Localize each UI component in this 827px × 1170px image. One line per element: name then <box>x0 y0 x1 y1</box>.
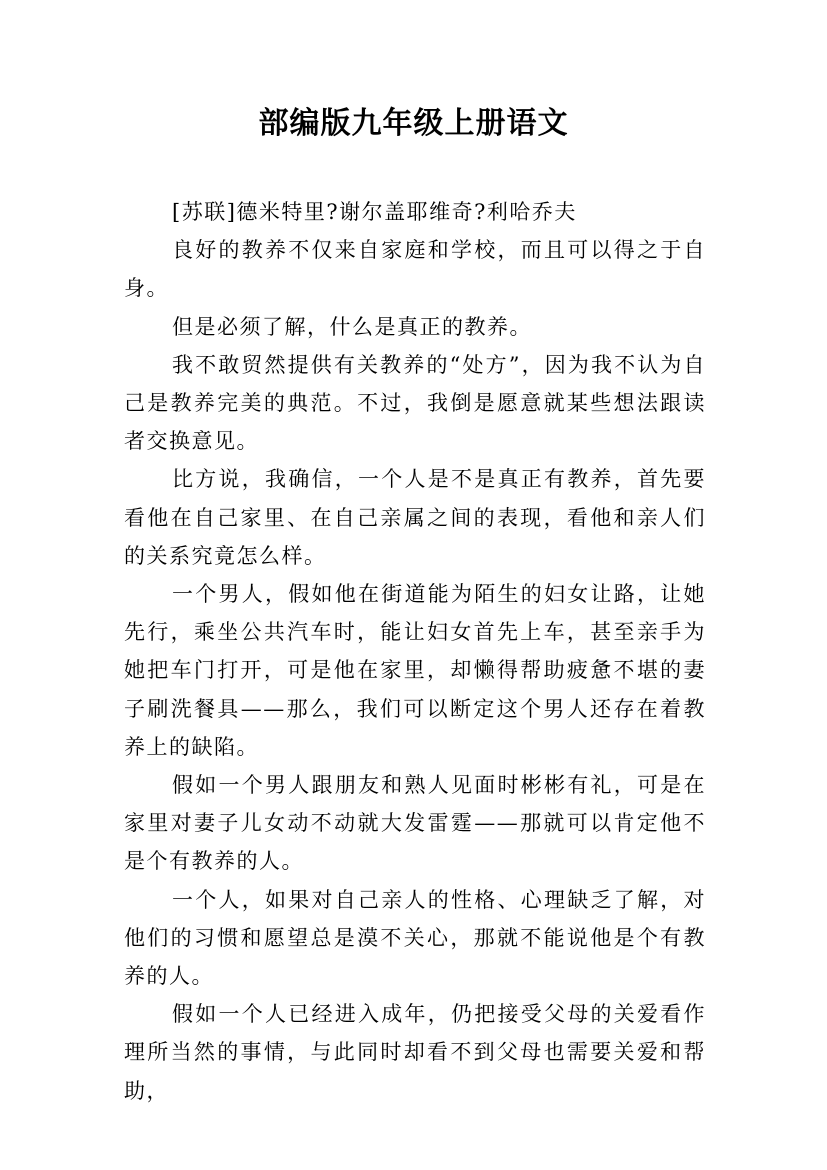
paragraph: 假如一个人已经进入成年，仍把接受父母的关爱看作理所当然的事情，与此同时却看不到父母也需要关爱和帮助， <box>124 1002 706 1103</box>
paragraph: 我不敢贸然提供有关教养的“处方”，因为我不认为自己是教养完美的典范。不过，我倒是愿意就某些想法跟读者交换意见。 <box>124 352 706 454</box>
paragraph: 比方说，我确信，一个人是不是真正有教养，首先要看他在自己家里、在自己亲属之间的表现，看他和亲人们的关系究竟怎么样。 <box>124 467 706 568</box>
paragraph: 一个人，如果对自己亲人的性格、心理缺乏了解，对他们的习惯和愿望总是漠不关心，那就不能说他是个有教养的人。 <box>124 887 706 989</box>
paragraph: 一个男人，假如他在街道能为陌生的妇女让路，让她先行，乘坐公共汽车时，能让妇女首先上车，甚至亲手为她把车门打开，可是他在家里，却懒得帮助疲惫不堪的妻子刷洗餐具——那么，我们可以断定这个男人还存在着教养上的缺陷。 <box>124 582 706 759</box>
paragraph: 但是必须了解，什么是真正的教养。 <box>172 314 532 339</box>
document-title: 部编版九年级上册语文 <box>258 106 569 141</box>
document-body <box>124 193 706 1110</box>
paragraph: 良好的教养不仅来自家庭和学校，而且可以得之于自身。 <box>124 238 706 301</box>
author-line: [苏联]德米特里?谢尔盖耶维奇?利哈乔夫 <box>172 200 577 224</box>
paragraph: 假如一个男人跟朋友和熟人见面时彬彬有礼，可是在家里对妻子儿女动不动就大发雷霆——那就可以肯定他不是个有教养的人。 <box>124 773 706 874</box>
